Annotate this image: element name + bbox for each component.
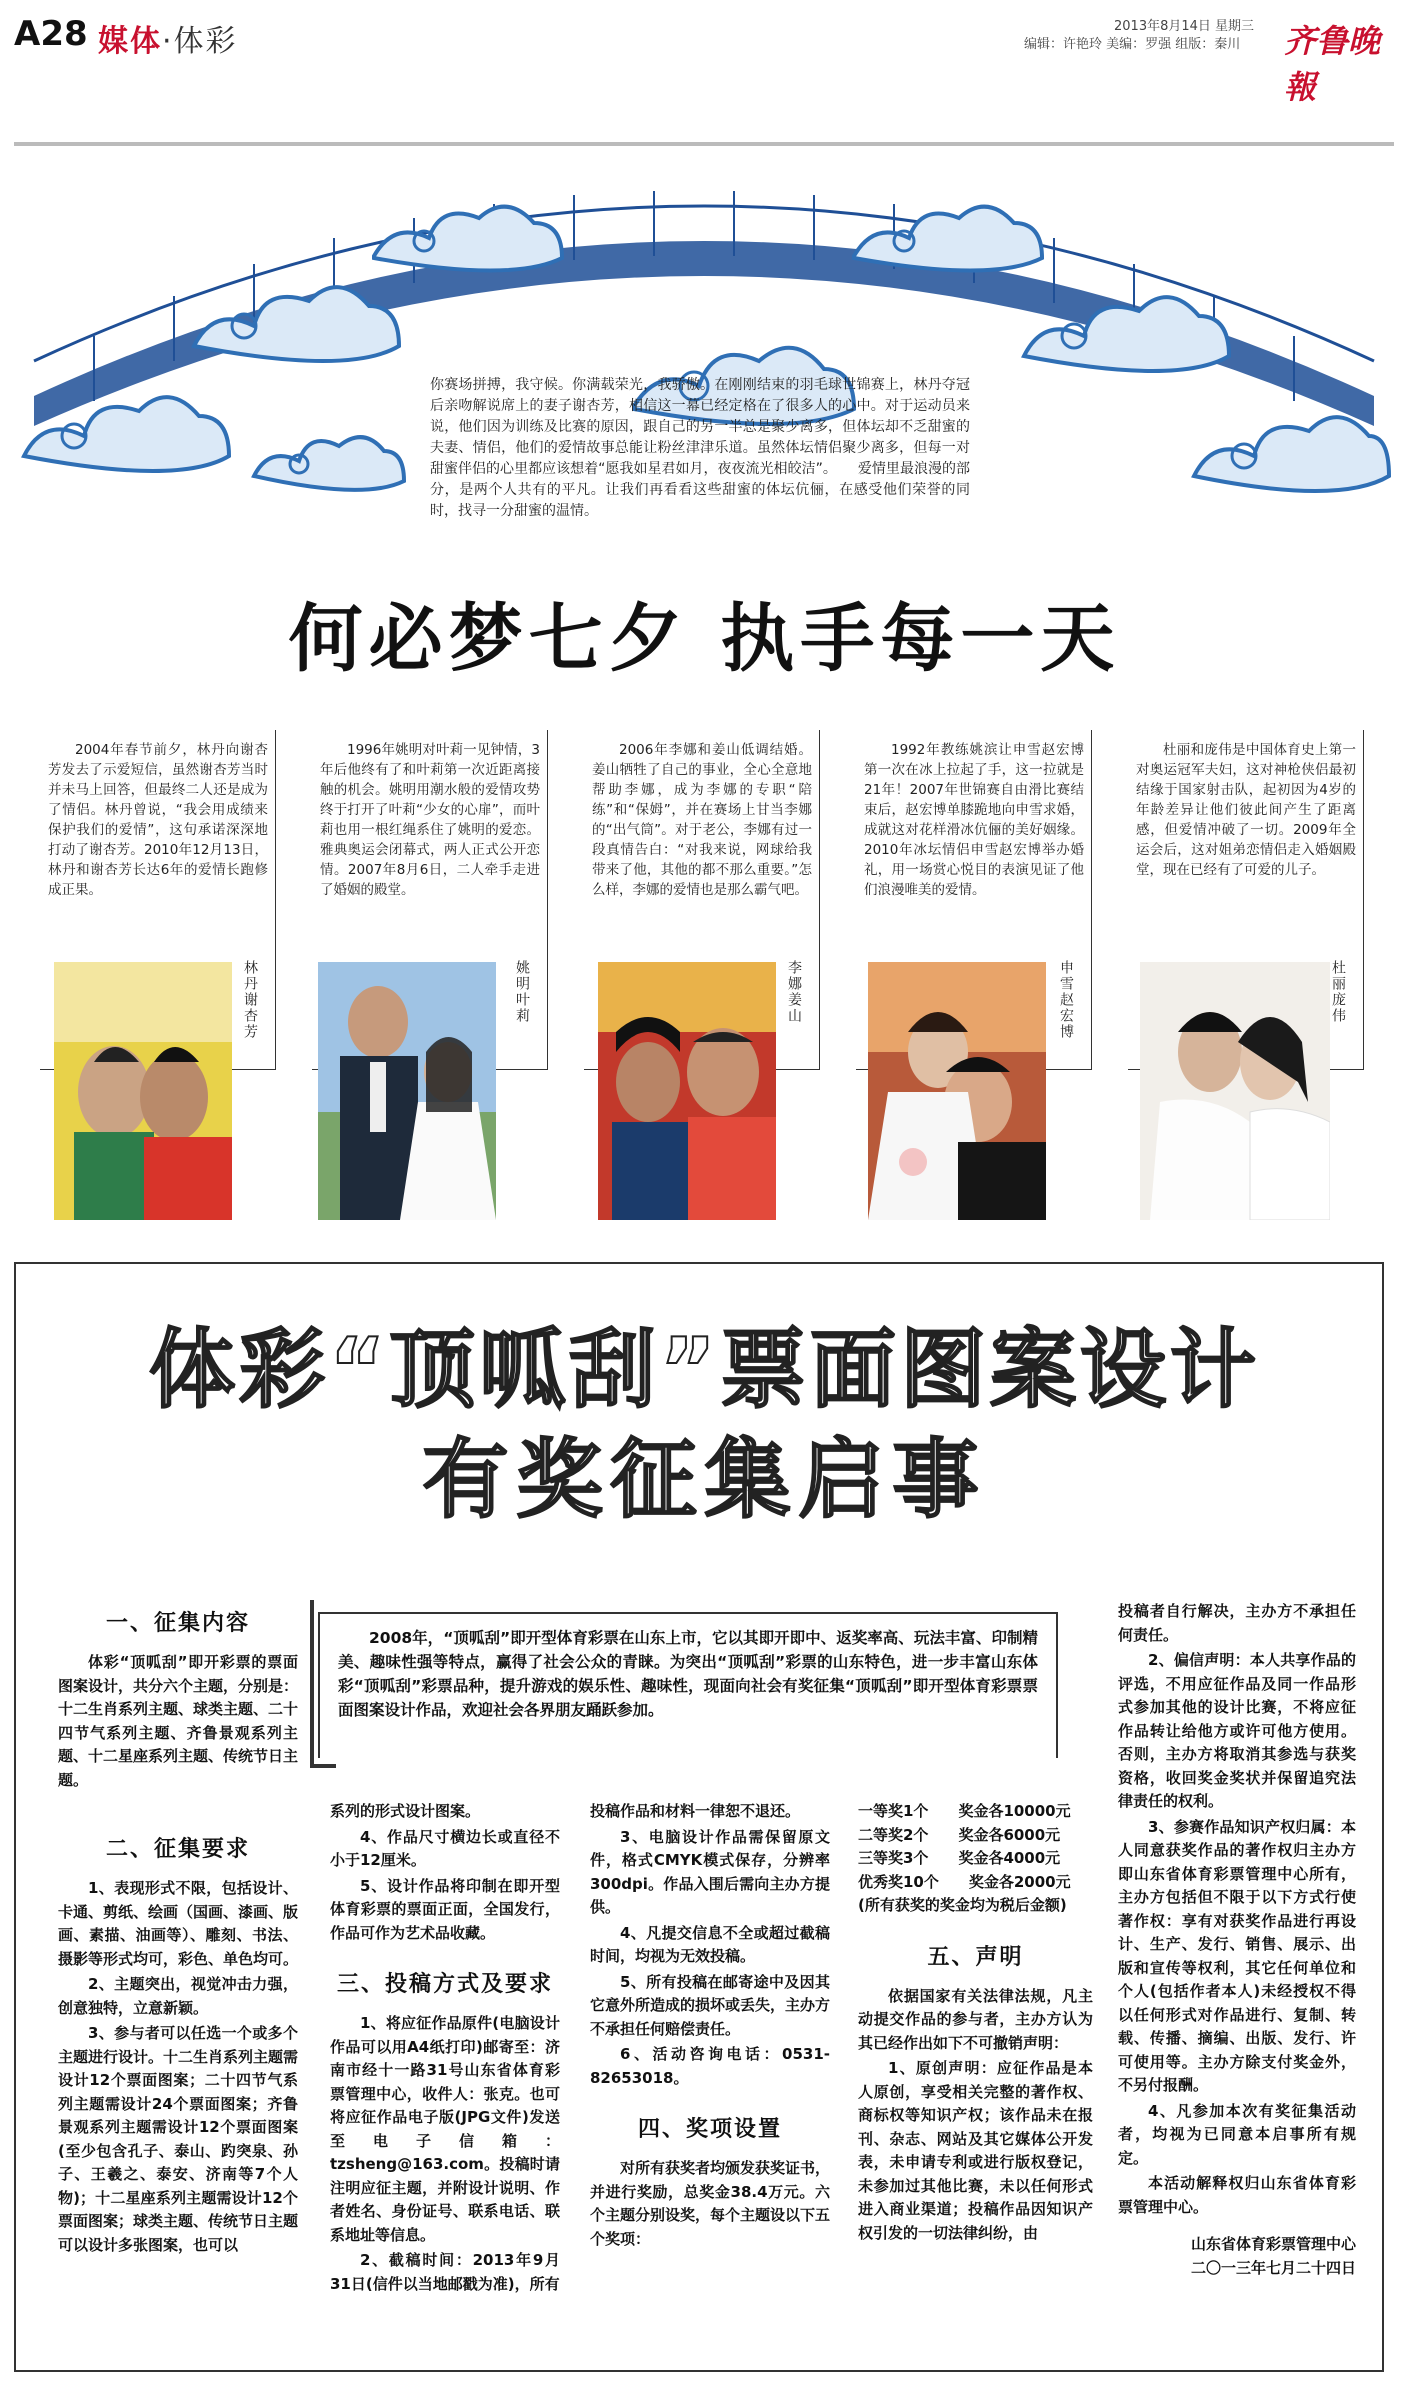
intro-paragraph: 你赛场拼搏，我守候。你满载荣光，我骄傲。在刚刚结束的羽毛球世锦赛上，林丹夺冠后亲吻解说席上的妻子谢杏芳，相信这一幕已经定格在了很多人的心中。对于运动员来说，他们因为训练及比赛的原因，跟自己的另一半总是聚少离多，但体坛却不乏甜蜜的夫妻、情侣，他们的爱情故事总能让粉丝津津乐道。虽然体坛情侣聚少离多，但每一对甜蜜伴侣的心里都应该想着“愿我如星君如月，夜夜流光相皎洁”。 爱情里最浪漫的部分，是两个人共有的平凡。让我们再看看这些甜蜜的体坛伉俪，在感受他们荣誉的同时，找寻一分甜蜜的温情。	[430, 377, 970, 519]
signature-date: 二〇一三年七月二十四日	[1190, 2258, 1356, 2277]
page-number: A28	[14, 14, 88, 54]
photo-yao-ming-ye-li	[318, 962, 496, 1220]
ad-column-3	[590, 1800, 830, 2253]
ad-paragraph: 3、参赛作品知识产权归属：本人同意获奖作品的著作权归主办方即山东省体育彩票管理中心所有，主办方包括但不限于以下方式行使著作权：享有对获奖作品进行再设计、生产、发行、销售、展示、出版和宣传等权利，其它任何单位和个人(包括作者本人)未经授权不得以任何形式对作品进行、复制、转载、传播、摘编、出版、发行、许可使用等。主办方除支付奖金外，不另付报酬。	[1118, 1817, 1356, 2094]
ad-column-4	[858, 1800, 1093, 2247]
photo-li-na-jiang-shan	[598, 962, 776, 1220]
ad-paragraph: 1、原创声明：应征作品是本人原创，享受相关完整的著作权、商标权等知识产权；该作品未在报刊、杂志、网站及其它媒体公开发表，未申请专利或进行版权登记，未参加过其他比赛，未以任何形式进入商业渠道；投稿作品因知识产权引发的一切法律纠纷，由	[858, 2059, 1093, 2242]
ad-title-line1: 体彩“顶呱刮”票面图案设计	[148, 1320, 1261, 1420]
section-heading: 三、投稿方式及要求	[336, 1972, 553, 1997]
ad-paragraph: 1、表现形式不限，包括设计、卡通、剪纸、绘画（国画、漆画、版画、素描、油画等）、雕刻、书法、摄影等形式均可，彩色、单色均可。	[58, 1879, 299, 1968]
section-heading: 二、征集要求	[105, 1837, 250, 1862]
prize-note: (所有获奖的奖金均为税后金额)	[858, 1896, 1067, 1914]
ad-paragraph: 3、电脑设计作品需保留原文件，格式CMYK模式保存，分辨率300dpi。作品入围后需向主办方提供。	[590, 1827, 830, 1916]
ad-paragraph: 1、将应征作品原件(电脑设计作品可以用A4纸打印)邮寄至：济南市经十一路31号山东省体育彩票管理中心，收件人：张克。也可将应征作品电子版(JPG文件)发送至电子信箱：tzsheng@163.com。投稿时请注明应征主题，并附设计说明、作者姓名、身份证号、联系电话、联系地址等信息。	[330, 2014, 560, 2244]
ad-paragraph: 3、参与者可以任选一个或多个主题进行设计。十二生肖系列主题需设计12个票面图案；二十四节气系列主题需设计24个票面图案；齐鲁景观系列主题需设计12个票面图案(至少包含孔子、泰山、趵突泉、孙子、王羲之、泰安、济南等7个人物)；十二星座系列主题需设计12个票面图案；球类主题、传统节日主题可以设计多张图案，也可以	[58, 2024, 299, 2254]
photo-caption: 姚明叶莉	[514, 960, 530, 1024]
prize-item: 二等奖2个 奖金各6000元	[858, 1825, 1061, 1844]
ad-notice: 2008年，“顶呱刮”即开型体育彩票在山东上市，它以其即开即中、返奖率高、玩法丰富、印制精美、趣味性强等特点，赢得了社会公众的青睐。为突出“顶呱刮”彩票的山东特色，进一步丰富山东体彩“顶呱刮”彩票品种，提升游戏的娱乐性、趣味性，现面向社会有奖征集“顶呱刮”即开型体育彩票票面图案设计作品，欢迎社会各界朋友踊跃参加。	[318, 1612, 1058, 1758]
prize-item: 优秀奖10个 奖金各2000元	[858, 1872, 1071, 1891]
story-text: 杜丽和庞伟是中国体育史上第一对奥运冠军夫妇，这对神枪侠侣最初结缘于国家射击队，起初因为4岁的年龄差异让他们彼此间产生了距离感，但爱情冲破了一切。2009年全运会后，这对姐弟恋情侣走入婚姻殿堂，现在已经有了可爱的儿子。	[1136, 742, 1356, 878]
prize-item: 一等奖1个 奖金各10000元	[858, 1802, 1071, 1820]
header-meta	[1024, 18, 1255, 54]
section-heading: 四、奖项设置	[637, 2117, 782, 2142]
section-title	[98, 16, 238, 60]
ad-paragraph: 6、活动咨询电话：0531-82653018。	[590, 2045, 830, 2087]
ad-paragraph: 4、作品尺寸横边长或直径不小于12厘米。	[330, 1827, 560, 1869]
ad-paragraph: 2、偏信声明：本人共享作品的评选，不用应征作品及同一作品形式参加其他的设计比赛，不将应征作品转让给他方或许可他方使用。否则，主办方将取消其参选与获奖资格，收回奖金奖状并保留追究法律责任的权利。	[1118, 1651, 1356, 1810]
ad-column-5	[1118, 1600, 1356, 2280]
photo-caption: 李娜姜山	[786, 960, 802, 1024]
ad-paragraph: 2、主题突出，视觉冲击力强，创意独特，立意新颖。	[58, 1975, 298, 2017]
photo-du-li-pang-wei	[1140, 962, 1330, 1220]
ad-column-2	[330, 1800, 560, 2298]
ad-column-1	[58, 1600, 298, 2259]
section-heading: 一、征集内容	[105, 1611, 250, 1636]
ad-paragraph: 依据国家有关法律法规，凡主动提交作品的参与者，主办方认为其已经作出如下不可撤销声明：	[858, 1986, 1093, 2052]
ad-paragraph: 4、凡参加本次有奖征集活动者，均视为已同意本启事所有规定。	[1118, 2101, 1356, 2167]
section-main: 媒体	[98, 24, 162, 59]
ad-paragraph: 对所有获奖者均颁发获奖证书，并进行奖励，总奖金38.4万元。六个主题分别设奖，每个主题设以下五个奖项：	[590, 2159, 831, 2248]
story-text: 2004年春节前夕，林丹向谢杏芳发去了示爱短信，虽然谢杏芳当时并未马上回答，但最终二人还是成为了情侣。林丹曾说，“我会用成绩来保护我们的爱情”，这句承诺深深地打动了谢杏芳。2010年12月13日，林丹和谢杏芳长达6年的爱情长跑修成正果。	[48, 742, 268, 898]
ad-title-line2: 有奖征集启事	[422, 1430, 987, 1530]
notice-bracket	[310, 1600, 314, 1768]
story-text: 1992年教练姚滨让申雪赵宏博第一次在冰上拉起了手，这一拉就是21年！2007年世锦赛自由滑比赛结束后，赵宏博单膝跪地向申雪求婚，成就这对花样滑冰伉俪的美好姻缘。2010年冰坛情侣申雪赵宏博举办婚礼，用一场赏心悦目的表演见证了他们浪漫唯美的爱情。	[864, 742, 1084, 898]
prize-list	[858, 1800, 1093, 1918]
ad-paragraph: 4、凡提交信息不全或超过截稿时间，均视为无效投稿。	[590, 1923, 830, 1965]
story-text: 2006年李娜和姜山低调结婚。姜山牺牲了自己的事业，全心全意地帮助李娜，成为李娜的专职“陪练”和“保姆”，并在赛场上甘当李娜的“出气筒”。对于老公，李娜有过一段真情告白：“对我来说，网球给我带来了他，其他的都不那么重要。”怎么样，李娜的爱情也是那么霸气吧。	[592, 742, 812, 898]
photo-caption: 杜丽庞伟	[1330, 960, 1346, 1024]
ad-paragraph: 投稿者自行解决，主办方不承担任何责任。	[1118, 1602, 1356, 1644]
signature-org: 山东省体育彩票管理中心	[1190, 2235, 1356, 2253]
prize-item: 三等奖3个 奖金各4000元	[858, 1849, 1061, 1867]
section-sub: 体彩	[173, 24, 238, 59]
ad-paragraph: 5、设计作品将印制在即开型体育彩票的票面正面，全国发行，作品可作为艺术品收藏。	[330, 1876, 560, 1942]
photo-lin-dan-xie-xingfang	[54, 962, 232, 1220]
section-sep: ·	[162, 24, 174, 59]
photo-caption: 申雪赵宏博	[1058, 960, 1074, 1040]
notice-bracket	[310, 1764, 336, 1768]
ad-paragraph: 本活动解释权归山东省体育彩票管理中心。	[1118, 2174, 1356, 2216]
story-text: 1996年姚明对叶莉一见钟情，3年后他终有了和叶莉第一次近距离接触的机会。姚明用潮水般的爱情攻势终于打开了叶莉“少女的心扉”，而叶莉也用一根红绳系住了姚明的爱恋。雅典奥运会闭幕式，两人正式公开恋情。2007年8月6日，二人牵手走进了婚姻的殿堂。	[320, 742, 540, 898]
main-headline: 何必梦七夕 执手每一天	[288, 596, 1121, 682]
ad-paragraph: 投稿作品和材料一律恕不退还。	[590, 1802, 801, 1820]
issue-date: 2013年8月14日 星期三	[1114, 19, 1255, 34]
section-heading: 五、声明	[927, 1944, 1024, 1970]
photo-shen-xue-zhao-hongbo	[868, 962, 1046, 1220]
ad-paragraph: 2、截稿时间：2013年9月31日(信件以当地邮戳为准)，所有	[330, 2251, 560, 2293]
ad-paragraph: 系列的形式设计图案。	[330, 1802, 481, 1820]
editor-credits: 编辑：许艳玲 美编：罗强 组版：秦川	[1024, 37, 1241, 52]
page-header	[14, 14, 1394, 106]
newspaper-logo: 齐鲁晚報	[1284, 22, 1381, 106]
photo-caption: 林丹谢杏芳	[242, 960, 258, 1040]
ad-paragraph: 体彩“顶呱刮”即开彩票的票面图案设计，共分六个主题，分别是：十二生肖系列主题、球类主题、二十四节气系列主题、齐鲁景观系列主题、十二星座系列主题、传统节日主题。	[58, 1653, 299, 1789]
ad-paragraph: 5、所有投稿在邮寄途中及因其它意外所造成的损坏或丢失，主办方不承担任何赔偿责任。	[590, 1972, 831, 2038]
